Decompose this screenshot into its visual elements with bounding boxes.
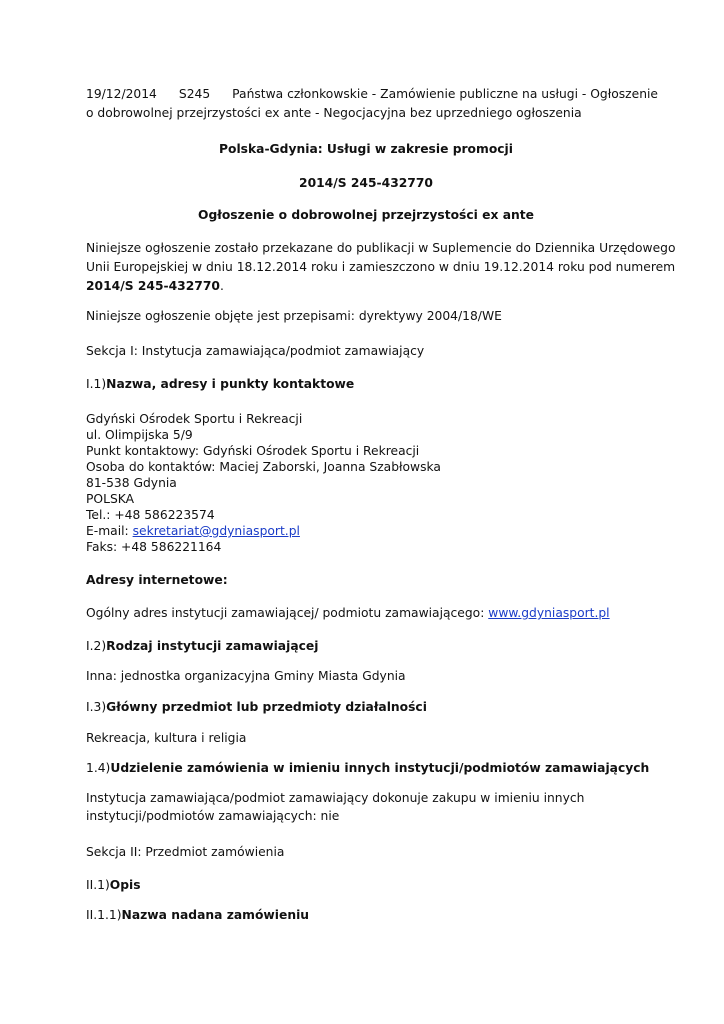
ii11-heading: II.1.1)Nazwa nadana zamówieniu xyxy=(86,908,310,922)
section-2-heading: Sekcja II: Przedmiot zamówienia xyxy=(86,845,285,859)
contact-email-line: E-mail: sekretariat@gdyniasport.pl xyxy=(86,524,300,538)
website-link[interactable]: www.gdyniasport.pl xyxy=(488,606,610,620)
issue-number: S245 xyxy=(178,87,211,101)
i2-value: Inna: jednostka organizacyjna Gminy Miasta Gdynia xyxy=(86,669,406,683)
email-link[interactable]: sekretariat@gdyniasport.pl xyxy=(132,524,300,538)
notice-number: 2014/S 245-432770 xyxy=(299,176,433,190)
i4-value-1: Instytucja zamawiająca/podmiot zamawiający dokonuje zakupu w imieniu innych xyxy=(86,791,585,805)
intro-line-1: Niniejsze ogłoszenie zostało przekazane do publikacji w Suplemencie do Dziennika Urzędowego xyxy=(86,241,676,255)
intro-line-3 xyxy=(86,278,224,294)
contact-city: 81-538 Gdynia xyxy=(86,476,177,490)
header-line-2: o dobrowolnej przejrzystości ex ante - Negocjacyjna bez uprzedniego ogłoszenia xyxy=(86,106,582,120)
internet-address-line: Ogólny adres instytucji zamawiającej/ podmiotu zamawiającego: www.gdyniasport.pl xyxy=(86,606,610,620)
notice-subtitle: Ogłoszenie o dobrowolnej przejrzystości ex ante xyxy=(198,208,534,222)
notice-title: Polska-Gdynia: Usługi w zakresie promocji xyxy=(218,142,513,156)
directive-text: Niniejsze ogłoszenie objęte jest przepisami: dyrektywy 2004/18/WE xyxy=(86,309,502,323)
contact-persons: Osoba do kontaktów: Maciej Zaborski, Joanna Szabłowska xyxy=(86,460,441,474)
i1-heading: I.1)Nazwa, adresy i punkty kontaktowe xyxy=(86,377,355,391)
section-1-heading: Sekcja I: Instytucja zamawiająca/podmiot zamawiający xyxy=(86,344,425,358)
intro-period: . xyxy=(219,279,224,293)
header-line-1 xyxy=(86,86,658,102)
i3-heading: I.3)Główny przedmiot lub przedmioty działalności xyxy=(86,700,427,714)
contact-street: ul. Olimpijska 5/9 xyxy=(86,428,193,442)
i2-heading: I.2)Rodzaj instytucji zamawiającej xyxy=(86,639,319,653)
publication-date: 19/12/2014 xyxy=(86,87,157,101)
i4-heading: 1.4)Udzielenie zamówienia w imieniu innych instytucji/podmiotów zamawiających xyxy=(86,761,650,775)
header-text: Państwa członkowskie - Zamówienie publiczne na usługi - Ogłoszenie xyxy=(232,87,658,101)
internet-heading: Adresy internetowe: xyxy=(86,573,228,587)
contact-tel: Tel.: +48 586223574 xyxy=(86,508,215,522)
intro-number: 2014/S 245-432770 xyxy=(86,279,220,293)
ii1-heading: II.1)Opis xyxy=(86,878,141,892)
contact-country: POLSKA xyxy=(86,492,135,506)
intro-line-2: Unii Europejskiej w dniu 18.12.2014 roku i zamieszczono w dniu 19.12.2014 roku pod numerem xyxy=(86,260,676,274)
contact-fax: Faks: +48 586221164 xyxy=(86,540,222,554)
contact-name: Gdyński Ośrodek Sportu i Rekreacji xyxy=(86,412,303,426)
i4-value-2: instytucji/podmiotów zamawiających: nie xyxy=(86,809,340,823)
i3-value: Rekreacja, kultura i religia xyxy=(86,731,247,745)
contact-point: Punkt kontaktowy: Gdyński Ośrodek Sportu i Rekreacji xyxy=(86,444,420,458)
